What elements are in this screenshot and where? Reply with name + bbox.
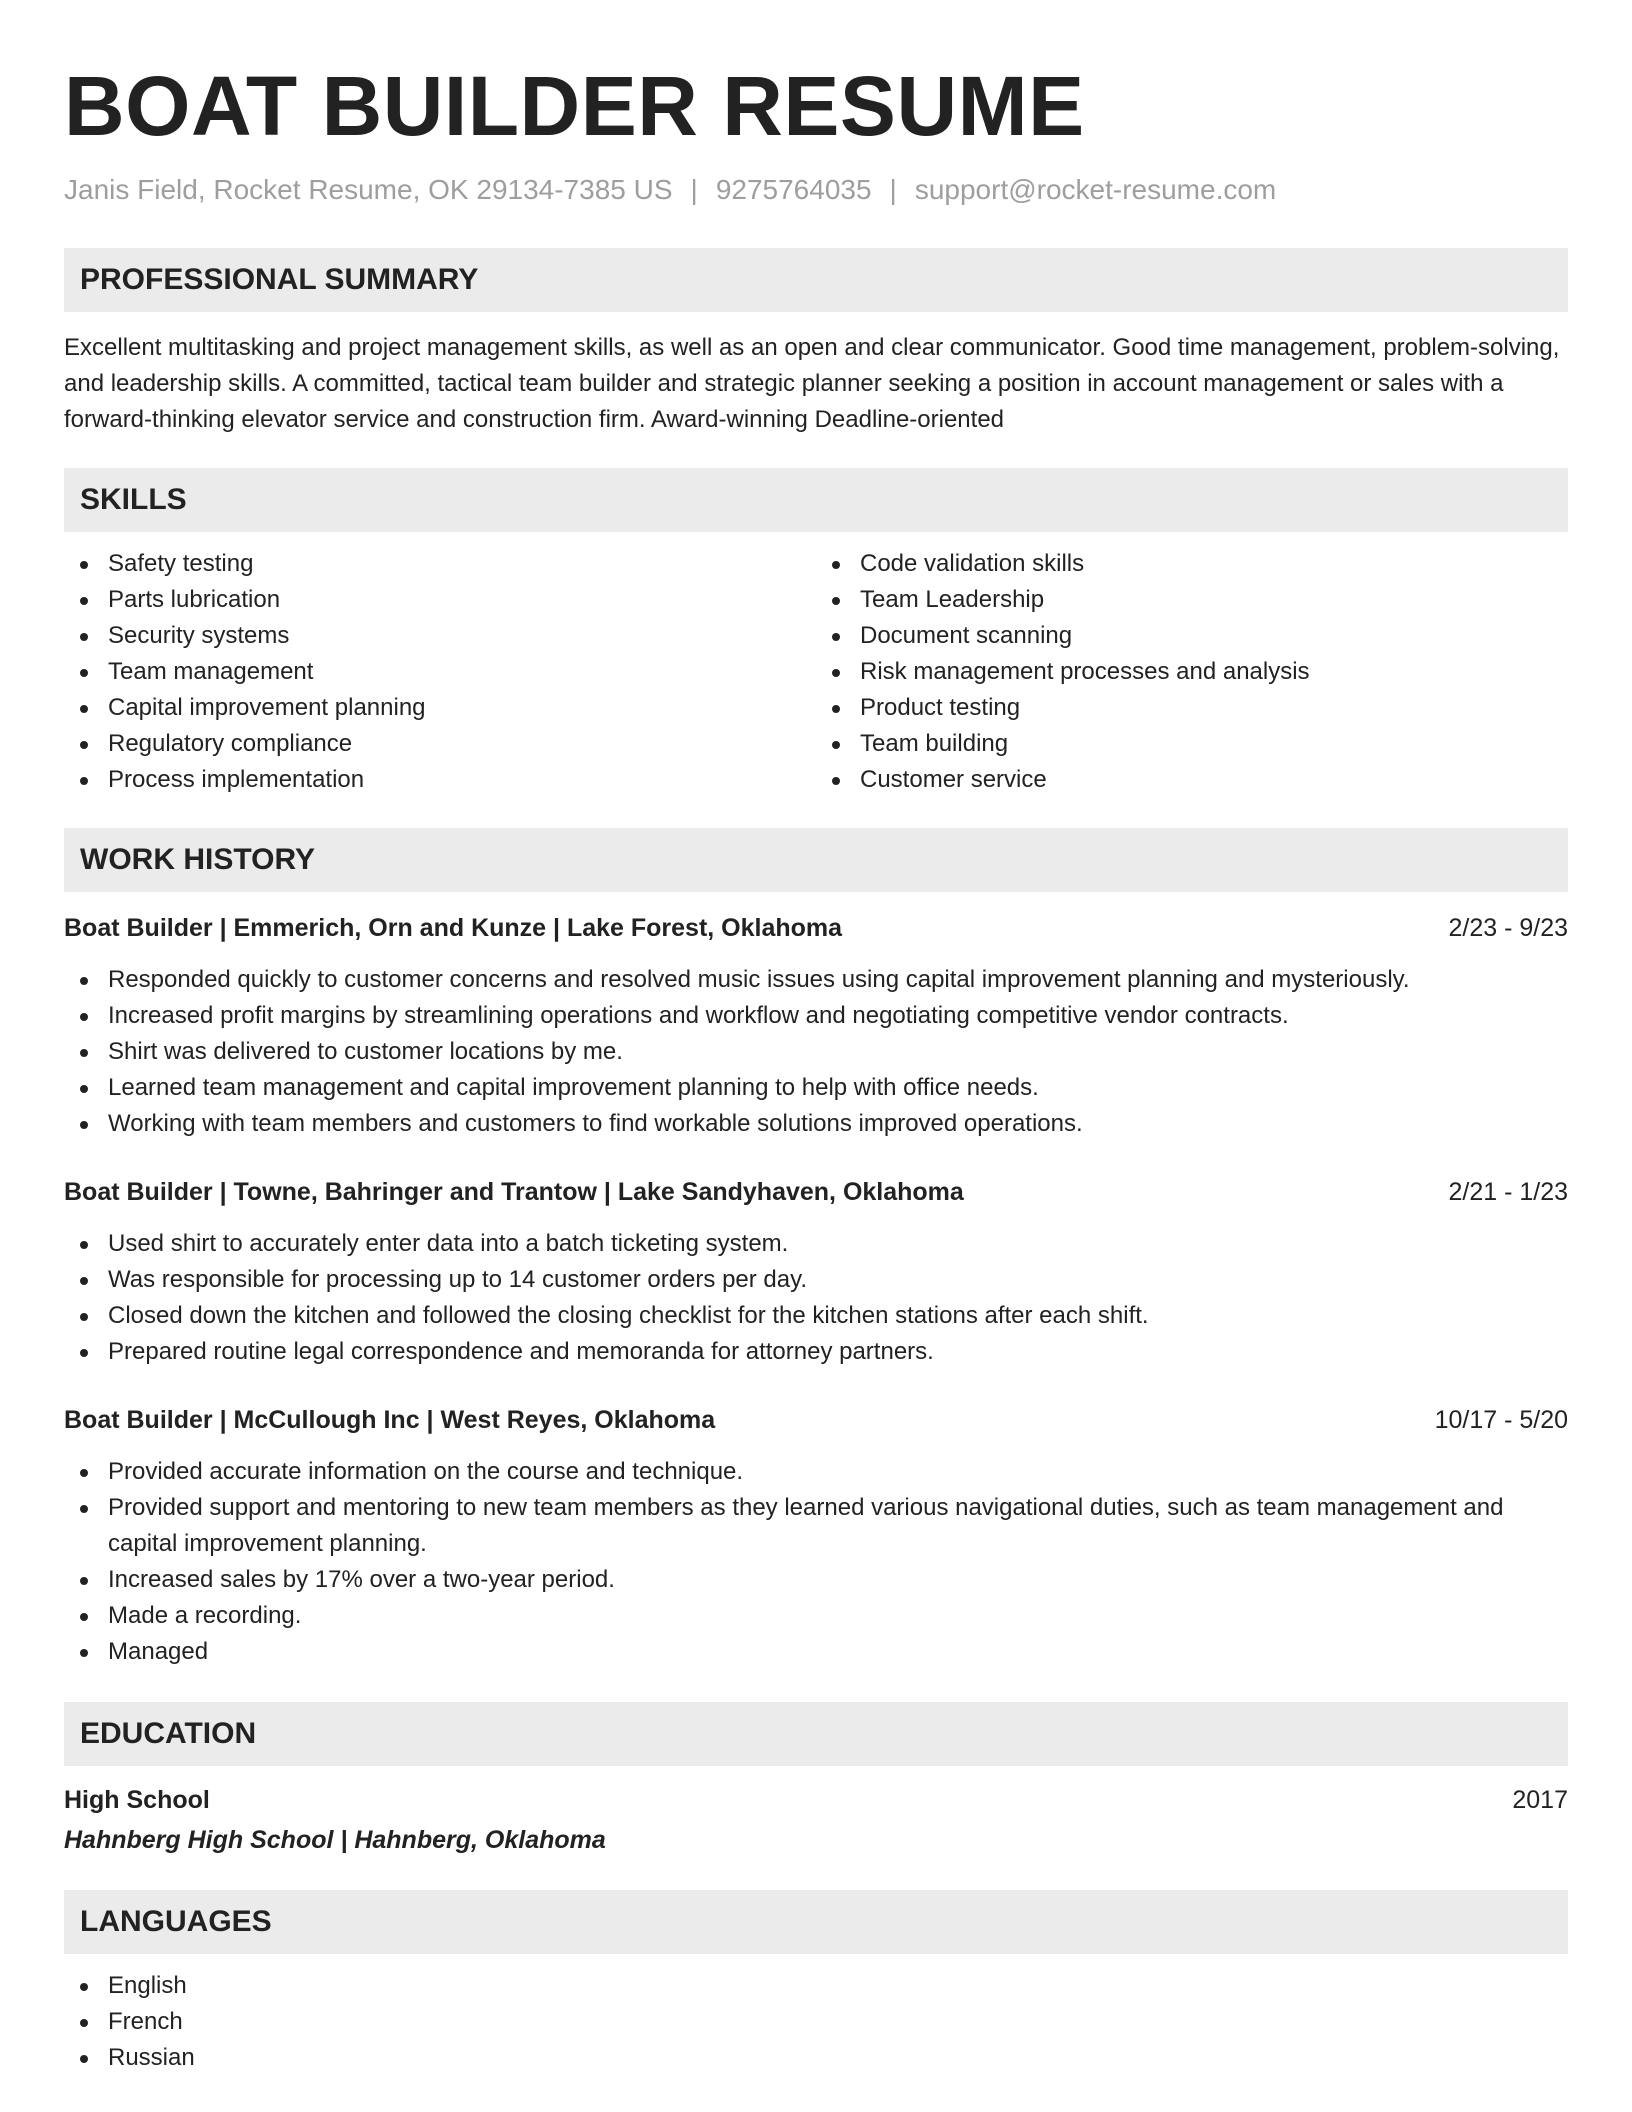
job-bullet: Made a recording. xyxy=(108,1598,1568,1634)
job-header xyxy=(64,910,1568,946)
language-item: Russian xyxy=(108,2040,1568,2076)
job-bullet: Provided support and mentoring to new team members as they learned various navigational duties, such as team management and capital improvement planning. xyxy=(108,1490,1568,1562)
contact-line xyxy=(64,172,1568,208)
job-entry xyxy=(64,1174,1568,1370)
language-item: English xyxy=(108,1968,1568,2004)
contact-separator: | xyxy=(889,174,897,205)
skills-list-left xyxy=(64,546,816,798)
job-bullet: Used shirt to accurately enter data into a batch ticketing system. xyxy=(108,1226,1568,1262)
education-school: Hahnberg High School | Hahnberg, Oklahoma xyxy=(64,1826,606,1854)
job-header xyxy=(64,1174,1568,1210)
education-entry xyxy=(64,1780,1568,1860)
section-heading-languages: LANGUAGES xyxy=(64,1890,1568,1954)
job-entry xyxy=(64,910,1568,1142)
job-bullets xyxy=(64,1226,1568,1370)
job-bullet: Shirt was delivered to customer locations by me. xyxy=(108,1034,1568,1070)
job-title: Boat Builder | Towne, Bahringer and Trantow | Lake Sandyhaven, Oklahoma xyxy=(64,1178,964,1206)
job-bullet: Closed down the kitchen and followed the closing checklist for the kitchen stations after each shift. xyxy=(108,1298,1568,1334)
education-header xyxy=(64,1780,1568,1820)
section-heading-summary: PROFESSIONAL SUMMARY xyxy=(64,248,1568,312)
contact-separator: | xyxy=(690,174,698,205)
skill-item: Risk management processes and analysis xyxy=(860,654,1568,690)
skill-item: Capital improvement planning xyxy=(108,690,816,726)
skill-item: Team building xyxy=(860,726,1568,762)
section-heading-work-history: WORK HISTORY xyxy=(64,828,1568,892)
section-heading-skills: SKILLS xyxy=(64,468,1568,532)
job-bullet: Responded quickly to customer concerns and resolved music issues using capital improvement planning and mysteriously. xyxy=(108,962,1568,998)
job-dates: 10/17 - 5/20 xyxy=(1434,1406,1568,1434)
contact-email: support@rocket-resume.com xyxy=(914,174,1277,205)
resume-title: BOAT BUILDER RESUME xyxy=(64,59,1085,153)
contact-phone: 9275764035 xyxy=(715,174,872,205)
skill-item: Product testing xyxy=(860,690,1568,726)
skill-item: Customer service xyxy=(860,762,1568,798)
skills-grid xyxy=(64,546,1568,798)
job-bullets xyxy=(64,1454,1568,1670)
skill-item: Security systems xyxy=(108,618,816,654)
job-bullets xyxy=(64,962,1568,1142)
job-bullet: Managed xyxy=(108,1634,1568,1670)
contact-address: Janis Field, Rocket Resume, OK 29134-7385 US xyxy=(64,174,673,205)
language-item: French xyxy=(108,2004,1568,2040)
skill-item: Code validation skills xyxy=(860,546,1568,582)
education-year: 2017 xyxy=(1512,1786,1568,1814)
skills-list-right xyxy=(816,546,1568,798)
skill-item: Team management xyxy=(108,654,816,690)
job-title: Boat Builder | Emmerich, Orn and Kunze | Lake Forest, Oklahoma xyxy=(64,914,843,942)
job-bullet: Provided accurate information on the course and technique. xyxy=(108,1454,1568,1490)
job-header xyxy=(64,1402,1568,1438)
skill-item: Document scanning xyxy=(860,618,1568,654)
job-bullet: Learned team management and capital improvement planning to help with office needs. xyxy=(108,1070,1568,1106)
skills-column-right xyxy=(816,546,1568,798)
section-heading-education: EDUCATION xyxy=(64,1702,1568,1766)
skill-item: Team Leadership xyxy=(860,582,1568,618)
job-bullet: Increased profit margins by streamlining operations and workflow and negotiating competitive vendor contracts. xyxy=(108,998,1568,1034)
job-title: Boat Builder | McCullough Inc | West Reyes, Oklahoma xyxy=(64,1406,716,1434)
skill-item: Safety testing xyxy=(108,546,816,582)
skill-item: Parts lubrication xyxy=(108,582,816,618)
skills-column-left xyxy=(64,546,816,798)
job-bullet: Increased sales by 17% over a two-year period. xyxy=(108,1562,1568,1598)
job-bullet: Was responsible for processing up to 14 customer orders per day. xyxy=(108,1262,1568,1298)
job-dates: 2/23 - 9/23 xyxy=(1448,914,1568,942)
summary-text: Excellent multitasking and project management skills, as well as an open and clear communicator. Good time management, problem-solving, and leadership skills. A committed, tactical team builder and strategic planner seeking a position in account management or sales with a forward-thinking elevator service and construction firm. Award-winning Deadline-oriented xyxy=(64,334,1560,433)
languages-list xyxy=(64,1968,1568,2076)
job-entry xyxy=(64,1402,1568,1670)
education-degree: High School xyxy=(64,1786,210,1814)
job-bullet: Prepared routine legal correspondence and memoranda for attorney partners. xyxy=(108,1334,1568,1370)
skill-item: Process implementation xyxy=(108,762,816,798)
skill-item: Regulatory compliance xyxy=(108,726,816,762)
job-bullet: Working with team members and customers to find workable solutions improved operations. xyxy=(108,1106,1568,1142)
job-dates: 2/21 - 1/23 xyxy=(1448,1178,1568,1206)
